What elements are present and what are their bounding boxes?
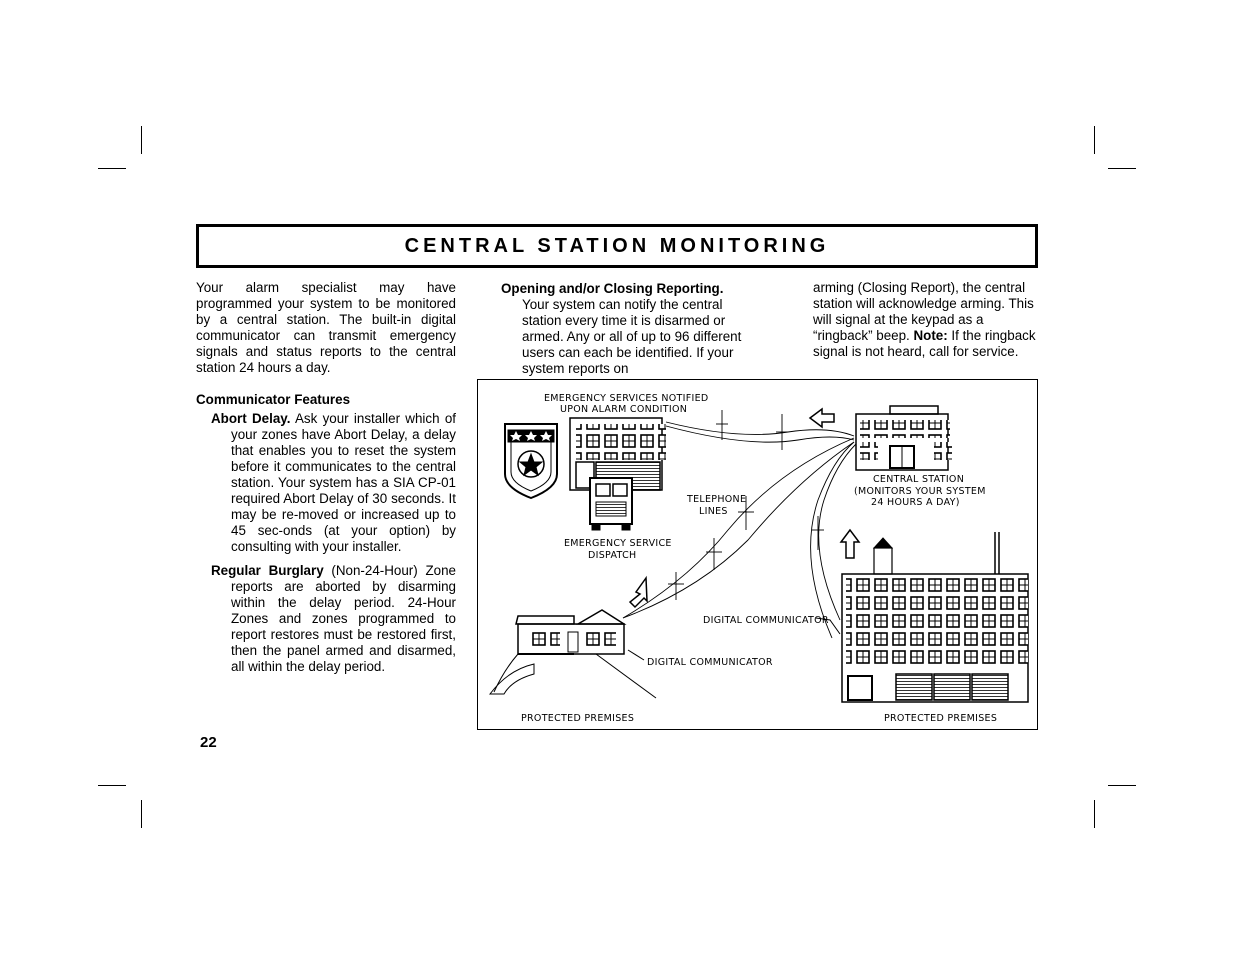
digital-communicator-label: DIGITAL COMMUNICATOR xyxy=(647,657,773,668)
arrow-left-icon xyxy=(810,409,834,427)
crop-mark xyxy=(141,126,142,154)
abort-delay-paragraph xyxy=(211,411,456,555)
police-shield-icon xyxy=(505,424,557,498)
protected-premises-label: PROTECTED PREMISES xyxy=(521,713,635,724)
crop-mark xyxy=(1108,785,1136,786)
telephone-lines-label: LINES xyxy=(699,506,728,517)
regular-burglary-label: Regular Burglary xyxy=(211,563,324,578)
crop-mark xyxy=(98,168,126,169)
fire-truck-icon xyxy=(590,478,632,530)
central-station-building xyxy=(856,406,952,470)
column-intro xyxy=(196,280,456,675)
crop-mark xyxy=(1094,800,1095,828)
crop-mark xyxy=(141,800,142,828)
column-opening-closing xyxy=(501,281,746,377)
ringback-text-b: If the ringback signal is not heard, call for service. xyxy=(813,328,1036,359)
central-station-label: CENTRAL STATION xyxy=(873,474,965,485)
opening-closing-text: Your system can notify the central station every time it is disarmed or armed. Any or all of up to 96 different users can each be identified. If your system reports on xyxy=(522,297,742,376)
central-station-label: 24 HOURS A DAY) xyxy=(871,497,960,508)
house-building xyxy=(490,610,656,698)
arrow-up-icon xyxy=(841,530,859,558)
telephone-lines-label: TELEPHONE xyxy=(687,494,747,505)
crop-mark xyxy=(1108,168,1136,169)
page-number: 22 xyxy=(200,734,217,751)
note-label: Note: xyxy=(913,328,948,343)
intro-paragraph: Your alarm specialist may have programmed your system to be monitored by a central station. The built-in digital communicator can transmit emergency signals and status reports to the central station 24 hours a day. xyxy=(196,280,456,375)
central-station-label: (MONITORS YOUR SYSTEM xyxy=(854,486,986,497)
page-title: CENTRAL STATION MONITORING xyxy=(404,235,830,257)
regular-burglary-text: (Non-24-Hour) Zone reports are aborted by disarming within the delay period. 24-Hour Zones and zones programmed to report restores must be restored first, then the panel armed and disarmed, all within the delay period. xyxy=(231,563,456,674)
digital-communicator-label: DIGITAL COMMUNICATOR xyxy=(703,615,829,626)
ringback-text-a: arming (Closing Report), the central station will acknowledge arming. This will signal at the keypad as a “ringback” beep. xyxy=(813,280,1034,343)
page-title-box xyxy=(196,224,1038,268)
abort-delay-text: Ask your installer which of your zones have Abort Delay, a delay that enables you to reset the system before it communicates to the central station. Your system has a SIA CP-01 required Abort Delay of 30 seconds. It may be re-moved or increased up to 45 sec-onds (at your option) by consulting with your installer. xyxy=(231,411,456,554)
opening-closing-heading: Opening and/or Closing Reporting. xyxy=(501,281,724,296)
factory-building xyxy=(842,532,1028,702)
emergency-notified-label: EMERGENCY SERVICES NOTIFIED xyxy=(544,393,709,404)
digital-communicator-leader xyxy=(628,650,644,660)
crop-mark xyxy=(98,785,126,786)
arrow-diagonal-icon xyxy=(630,578,647,607)
protected-premises-label: PROTECTED PREMISES xyxy=(884,713,998,724)
monitoring-diagram xyxy=(477,379,1038,730)
dispatch-label: EMERGENCY SERVICE xyxy=(564,538,672,549)
dispatch-label: DISPATCH xyxy=(588,550,637,561)
emergency-notified-label: UPON ALARM CONDITION xyxy=(560,404,688,415)
abort-delay-label: Abort Delay. xyxy=(211,411,291,426)
section-heading: Communicator Features xyxy=(196,392,351,407)
crop-mark xyxy=(1094,126,1095,154)
regular-burglary-paragraph xyxy=(211,563,456,675)
column-ringback xyxy=(813,280,1039,360)
